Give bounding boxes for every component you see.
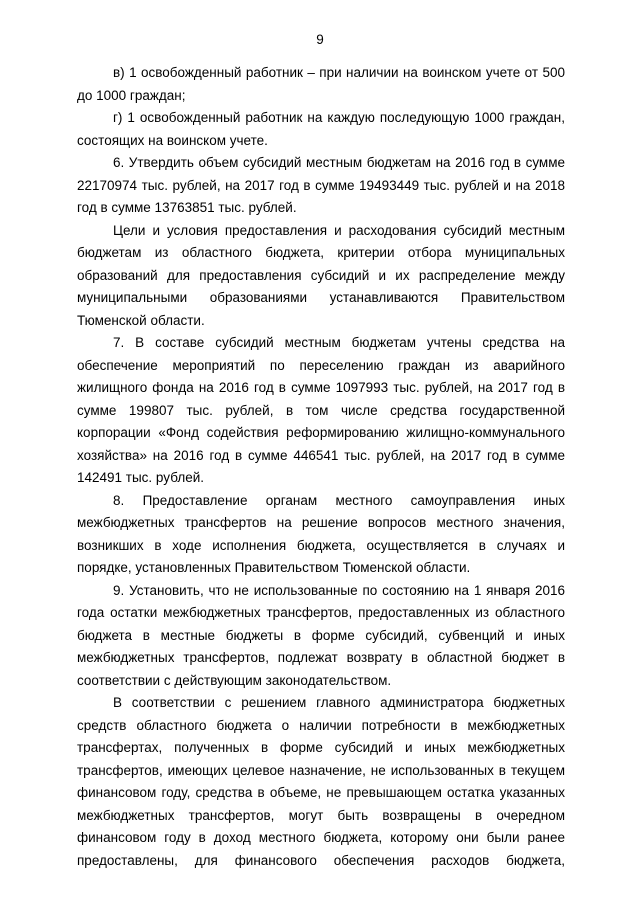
paragraph-return-decision: В соответствии с решением главного администратора бюджетных средств областного бюджета о наличии потребности в межбюджетных трансфертах, полученных в форме субсидий и иных межбюджетных трансфертов, имеющих целевое назначение, не использованных в текущем финансовом году, средства в объеме, не превышающем остатка указанных межбюджетных трансфертов, могут быть возвращены в очередном финансовом году в доход местного бюджета, которому они были ранее предоставлены, для финансового обеспечения расходов бюджета,: [77, 695, 565, 868]
paragraph-item-g: г) 1 освобожденный работник на каждую последующую 1000 граждан, состоящих на воинском учете.: [77, 110, 565, 148]
paragraph-item-v: в) 1 освобожденный работник – при наличии на воинском учете от 500 до 1000 граждан;: [77, 65, 565, 103]
paragraph-6-subsidies-volume: 6. Утвердить объем субсидий местным бюджетам на 2016 год в сумме 22170974 тыс. рублей, на 2017 год в сумме 19493449 тыс. рублей и на 2018 год в сумме 13763851 тыс. рублей.: [77, 155, 565, 215]
page-number: 9: [316, 32, 324, 47]
paragraph-8-transfers: 8. Предоставление органам местного самоуправления иных межбюджетных трансфертов на решение вопросов местного значения, возникших в ходе исполнения бюджета, осуществляется в случаях и порядке, установленных Правительством Тюменской области.: [77, 492, 565, 575]
paragraph-7-resettlement: 7. В составе субсидий местным бюджетам учтены средства на обеспечение мероприятий по переселению граждан из аварийного жилищного фонда на 2016 год в сумме 1097993 тыс. рублей, на 2017 год в сумме 199807 тыс. рублей, в том числе средства государственной корпорации «Фонд содействия реформированию жилищно-коммунального хозяйства» на 2016 год в сумме 446541 тыс. рублей, на 2017 год в сумме 142491 тыс. рублей.: [77, 335, 565, 485]
paragraph-9-unused-balances: 9. Установить, что не использованные по состоянию на 1 января 2016 года остатки межбюджетных трансфертов, предоставленных из областного бюджета в местные бюджеты в форме субсидий, субвенций и иных межбюджетных трансфертов, подлежат возврату в областной бюджет в соответствии с действующим законодательством.: [77, 582, 565, 688]
paragraph-subsidies-goals: Цели и условия предоставления и расходования субсидий местным бюджетам из областного бюджета, критерии отбора муниципальных образований для предоставления субсидий и их распределение между муниципальными образованиями устанавливаются Правительством Тюменской области.: [77, 222, 565, 328]
document-body: [77, 62, 565, 872]
